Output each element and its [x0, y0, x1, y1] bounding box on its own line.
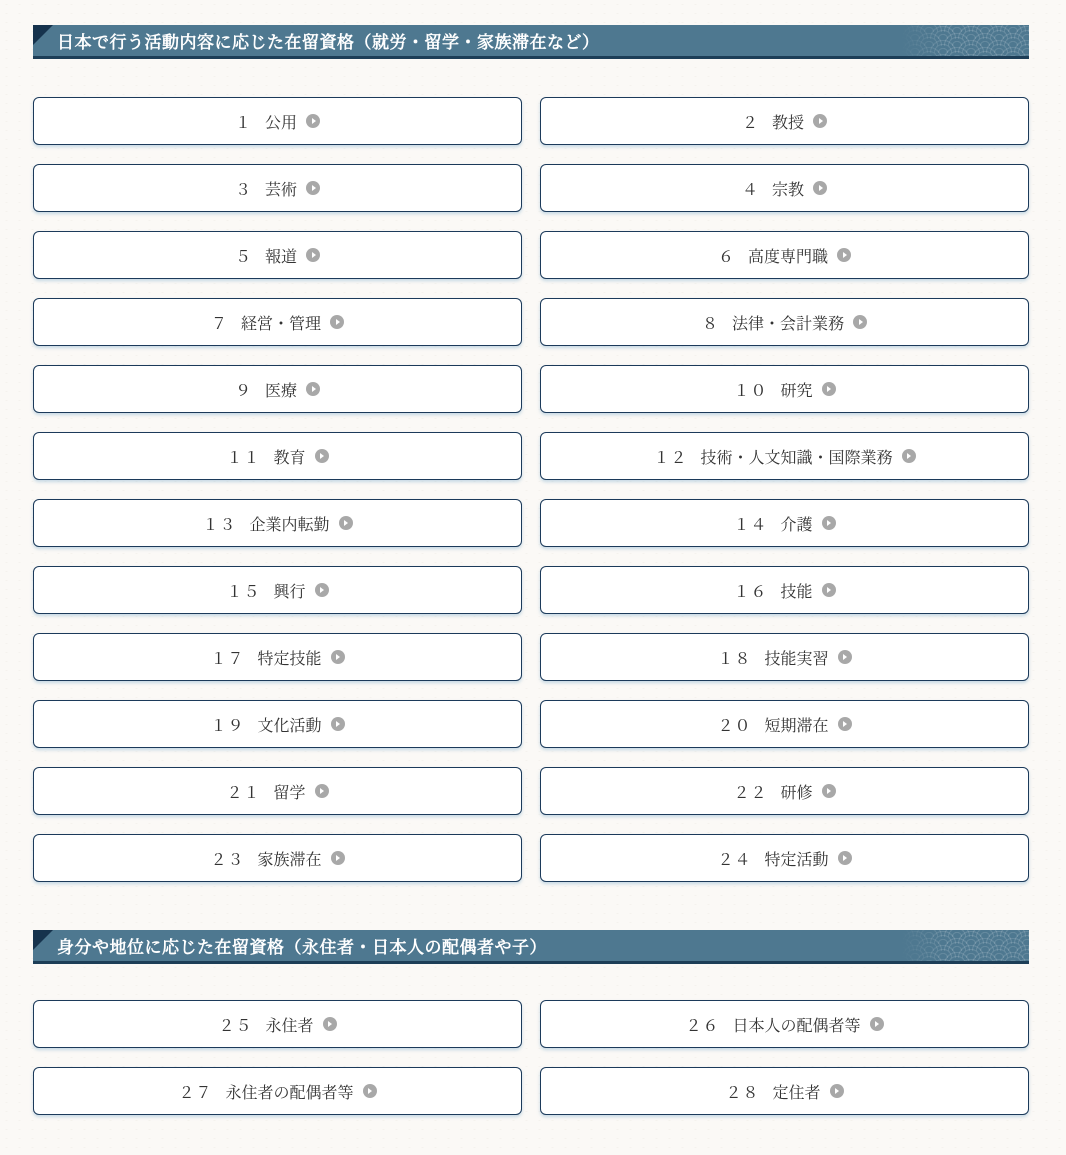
- circle-right-arrow-icon: [830, 1084, 844, 1098]
- status-label: 永住者: [265, 1017, 314, 1035]
- status-number: ２: [741, 114, 759, 132]
- status-number: ５: [234, 248, 252, 266]
- status-button[interactable]: [540, 97, 1029, 145]
- circle-right-arrow-icon: [822, 784, 836, 798]
- circle-right-arrow-icon: [306, 382, 320, 396]
- status-button[interactable]: [33, 499, 522, 547]
- status-number: ２１: [226, 784, 261, 802]
- status-number: １７: [210, 650, 245, 668]
- status-number: ２７: [178, 1084, 213, 1102]
- activity-section-header: [33, 25, 1029, 59]
- circle-right-arrow-icon: [837, 248, 851, 262]
- status-button[interactable]: [540, 633, 1029, 681]
- status-number: ２０: [717, 717, 752, 735]
- status-label: 技能: [780, 583, 813, 601]
- circle-right-arrow-icon: [315, 449, 329, 463]
- status-button[interactable]: [540, 432, 1029, 480]
- status-number: ２３: [210, 851, 245, 869]
- activity-based-status-section: [33, 25, 1029, 882]
- status-number: ７: [210, 315, 228, 333]
- activity-section-title: 日本で行う活動内容に応じた在留資格（就労・留学・家族滞在など）: [57, 33, 600, 53]
- status-label: 文化活動: [257, 717, 322, 735]
- status-button[interactable]: [33, 1000, 522, 1048]
- status-button[interactable]: [540, 566, 1029, 614]
- status-button[interactable]: [540, 298, 1029, 346]
- status-number: １４: [733, 516, 768, 534]
- seigaiha-wave-icon: [901, 25, 1029, 59]
- circle-right-arrow-icon: [838, 650, 852, 664]
- circle-right-arrow-icon: [323, 1017, 337, 1031]
- status-number: ６: [717, 248, 735, 266]
- circle-right-arrow-icon: [363, 1084, 377, 1098]
- activity-status-button-grid: [33, 97, 1029, 882]
- status-label: 介護: [780, 516, 813, 534]
- status-label: 経営・管理: [241, 315, 322, 333]
- status-label: 法律・会計業務: [732, 315, 845, 333]
- status-button[interactable]: [33, 1067, 522, 1115]
- circle-right-arrow-icon: [853, 315, 867, 329]
- status-number: １５: [226, 583, 261, 601]
- residence-status-page: [33, 25, 1029, 1115]
- status-label: 芸術: [265, 181, 298, 199]
- status-label: 宗教: [772, 181, 805, 199]
- status-number: ４: [741, 181, 759, 199]
- circle-right-arrow-icon: [331, 650, 345, 664]
- status-button[interactable]: [540, 499, 1029, 547]
- status-button[interactable]: [33, 164, 522, 212]
- status-label: 高度専門職: [748, 248, 829, 266]
- status-button[interactable]: [33, 700, 522, 748]
- status-button[interactable]: [540, 365, 1029, 413]
- status-number: １６: [733, 583, 768, 601]
- circle-right-arrow-icon: [330, 315, 344, 329]
- status-label: 教育: [273, 449, 306, 467]
- status-button[interactable]: [540, 767, 1029, 815]
- status-label: 興行: [273, 583, 306, 601]
- status-label: 研修: [780, 784, 813, 802]
- position-section-header: [33, 930, 1029, 964]
- status-number: ２４: [717, 851, 752, 869]
- status-label: 報道: [265, 248, 298, 266]
- circle-right-arrow-icon: [331, 851, 345, 865]
- status-label: 公用: [265, 114, 298, 132]
- status-button[interactable]: [540, 834, 1029, 882]
- circle-right-arrow-icon: [813, 114, 827, 128]
- status-button[interactable]: [540, 1000, 1029, 1048]
- status-label: 研究: [780, 382, 813, 400]
- status-button[interactable]: [33, 97, 522, 145]
- circle-right-arrow-icon: [870, 1017, 884, 1031]
- circle-right-arrow-icon: [339, 516, 353, 530]
- status-label: 永住者の配偶者等: [225, 1084, 354, 1102]
- circle-right-arrow-icon: [315, 784, 329, 798]
- status-number: １: [234, 114, 252, 132]
- status-number: ２８: [725, 1084, 760, 1102]
- status-number: ２５: [218, 1017, 253, 1035]
- position-based-status-section: [33, 930, 1029, 1115]
- circle-right-arrow-icon: [838, 717, 852, 731]
- position-section-title: 身分や地位に応じた在留資格（永住者・日本人の配偶者や子）: [57, 938, 547, 958]
- status-number: ２６: [685, 1017, 720, 1035]
- status-number: １０: [733, 382, 768, 400]
- status-label: 教授: [772, 114, 805, 132]
- status-button[interactable]: [540, 231, 1029, 279]
- status-number: ２２: [733, 784, 768, 802]
- circle-right-arrow-icon: [813, 181, 827, 195]
- circle-right-arrow-icon: [306, 114, 320, 128]
- circle-right-arrow-icon: [822, 516, 836, 530]
- status-label: 技能実習: [764, 650, 829, 668]
- circle-right-arrow-icon: [306, 248, 320, 262]
- status-number: １８: [717, 650, 752, 668]
- status-button[interactable]: [540, 164, 1029, 212]
- status-label: 企業内転勤: [249, 516, 330, 534]
- status-label: 特定技能: [257, 650, 322, 668]
- circle-right-arrow-icon: [822, 382, 836, 396]
- status-number: ９: [234, 382, 252, 400]
- circle-right-arrow-icon: [306, 181, 320, 195]
- status-label: 医療: [265, 382, 298, 400]
- corner-fold-decoration: [33, 930, 53, 950]
- status-label: 技術・人文知識・国際業務: [700, 449, 893, 467]
- status-number: ３: [234, 181, 252, 199]
- status-label: 定住者: [772, 1084, 821, 1102]
- status-button[interactable]: [33, 834, 522, 882]
- status-number: １２: [653, 449, 688, 467]
- status-number: １１: [226, 449, 261, 467]
- status-label: 家族滞在: [257, 851, 322, 869]
- status-button[interactable]: [33, 566, 522, 614]
- corner-fold-decoration: [33, 25, 53, 45]
- status-button[interactable]: [540, 700, 1029, 748]
- status-button[interactable]: [33, 298, 522, 346]
- status-button[interactable]: [540, 1067, 1029, 1115]
- status-button[interactable]: [33, 231, 522, 279]
- seigaiha-wave-icon: [901, 930, 1029, 964]
- status-label: 特定活動: [764, 851, 829, 869]
- status-number: １９: [210, 717, 245, 735]
- position-status-button-grid: [33, 1000, 1029, 1115]
- status-button[interactable]: [33, 633, 522, 681]
- status-label: 日本人の配偶者等: [732, 1017, 861, 1035]
- circle-right-arrow-icon: [838, 851, 852, 865]
- status-button[interactable]: [33, 365, 522, 413]
- circle-right-arrow-icon: [331, 717, 345, 731]
- status-number: １３: [202, 516, 237, 534]
- status-label: 留学: [273, 784, 306, 802]
- circle-right-arrow-icon: [902, 449, 916, 463]
- status-label: 短期滞在: [764, 717, 829, 735]
- circle-right-arrow-icon: [822, 583, 836, 597]
- status-button[interactable]: [33, 767, 522, 815]
- status-button[interactable]: [33, 432, 522, 480]
- circle-right-arrow-icon: [315, 583, 329, 597]
- status-number: ８: [701, 315, 719, 333]
